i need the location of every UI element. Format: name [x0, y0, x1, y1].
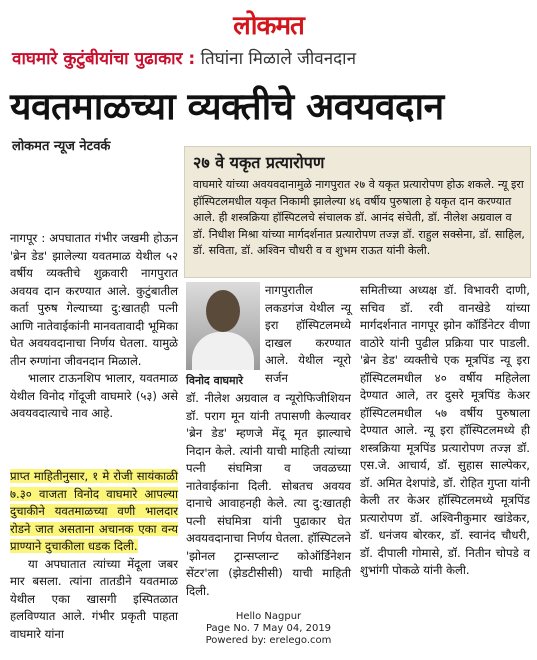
column-1-para-2: भालार टाऊनशिप भालार, यवतमाळ येथील विनोद गोंदूजी वाघमारे (५३) असे अवयवदात्याचे नाव आहे. — [10, 371, 178, 420]
photo-caption: विनोद वाघमारे — [186, 374, 243, 387]
column-3 — [360, 282, 530, 580]
masthead-logo: लोकमत — [233, 11, 304, 41]
sidebar-box — [184, 146, 531, 278]
box-title: २७ वे यकृत प्रत्यारोपण — [193, 153, 325, 172]
column-3-text: समितीच्या अध्यक्ष डॉ. विभावरी दाणी, सचिव डॉ. रवी वानखेडे यांच्या मार्गदर्शनात नागपूर झोन कॉर्डिनेटर वीणा वाठोरे यांनी पुढील प्रक्रिया पार पाडली. 'ब्रेन डेड' व्यक्तीचे एक मूत्रपिंड न्यू इरा हॉस्पिटलमधील ४० वर्षीय महिलेला देण्यात आले, तर दुसरे मूत्रपिंड केअर हॉस्पिटलमधील ५७ वर्षीय पुरुषाला देण्यात आले. न्यू इरा हॉस्पिटलमध्ये ही शस्त्रक्रिया मूत्रपिंड प्रत्यारोपण तज्ज्ञ डॉ. एस.जे. आचार्य, डॉ. सुहास साल्पेकर, डॉ. अमित देशपांडे, डॉ. रोहित गुप्ता यांनी केली तर केअर हॉस्पिटलमध्ये मूत्रपिंड प्रत्यारोपण डॉ. अश्विनीकुमार खांडेकर, डॉ. धनंजय बोरकर, डॉ. स्वानंद चौधरी, डॉ. दीपाली गोमासे, डॉ. नितीन चोपडे व शुभांगी पोकळे यांनी केली. — [360, 283, 530, 577]
column-1-intro-text: नागपूर : अपघातात गंभीर जखमी होऊन 'ब्रेन डेड' झालेल्या यवतमाळ येथील ५२ वर्षीय व्यक्तीचे शुक्रवारी नागपुरात अवयव दान करण्यात आले. कुटुंबातील कर्ता पुरुष गेल्याच्या दु:खातही पत्नी आणि नातेवाईकांनी मानवतावादी भूमिका घेत अवयवदानाचा निर्णय घेतला. यामुळे तीन रुग्णांना जीवनदान मिळाले. — [10, 231, 178, 368]
page-footer — [0, 611, 537, 647]
kicker-rest: तिघांना मिळाले जीवनदान — [195, 49, 356, 69]
headline: यवतमाळच्या व्यक्तीचे अवयवदान — [10, 85, 444, 128]
kicker-red: वाघमारे कुटुंबीयांचा पुढाकार : — [12, 49, 196, 69]
column-1 — [10, 148, 178, 423]
highlight-text: प्राप्त माहितीनुसार, १ मे रोजी सायंकाळी ७.३० वाजता विनोद वाघमारे आपल्या दुचाकीने यवतमाळच्या वणी भालदार रोडने जात असताना अचानक एका वन्य प्राण्याने दुचाकीला धडक दिली. — [10, 469, 178, 553]
column-2-top — [265, 282, 351, 387]
column-2-continuation: डॉ. नीलेश अग्रवाल व न्यूरोफिजीशियन डॉ. पराग मून यांनी तपासणी केल्यावर 'ब्रेन डेड' म्हणजे मेंदू मृत झाल्याचे निदान केले. त्यांनी याची माहिती त्यांच्या पत्नी संघमित्रा व जवळच्या नातेवाईकांना दिली. सोबतच अवयव दानाचे आवाहनही केले. त्या दु:खातही पत्नी संघमित्रा यांनी पुढाकार घेत अवयवदानाचा निर्णय घेतला. हॉस्पिटलने 'झोनल ट्रान्सप्लान्ट कोऑर्डिनेशन सेंटर'ला (झेडटीसीसी) याची माहिती दिली. — [186, 391, 351, 598]
footer-page-date: Page No. 7 May 04, 2019 — [205, 623, 332, 634]
portrait-head — [206, 290, 240, 332]
footer-edition: Hello Nagpur — [235, 611, 302, 622]
portrait-photo — [186, 282, 260, 370]
column-2-lower — [186, 390, 351, 600]
kicker — [12, 48, 356, 70]
portrait-body — [192, 332, 254, 370]
column-1-para-4: या अपघातात त्यांच्या मेंदूला जबर मार बसला. त्यांना तातडीने यवतमाळ येथील एका खासगी इस्पितळात हलविण्यात आले. गंभीर प्रकृती पाहता वाघमारे यांना — [10, 556, 178, 641]
column-2-text: नागपुरातील लकडगंज येथील न्यू इरा हॉस्पिटलमध्ये दाखल करण्यात आले. येथील न्यूरो सर्जन — [265, 283, 351, 385]
box-body: वाघमारे यांच्या अवयवदानामुळे नागपुरात २७ वे यकृत प्रत्यारोपण होऊ शकले. न्यू इरा हॉस्पिटलमधील यकृत निकामी झालेल्या ४६ वर्षीय पुरुषाला हे यकृत दान करण्यात आले. ही शस्त्रक्रिया हॉस्पिटलचे संचालक डॉ. आनंद संचेती, डॉ. नीलेश अग्रवाल व डॉ. निधीश मिश्रा यांच्या मार्गदर्शनात प्रत्यारोपण तज्ज्ञ डॉ. राहुल सक्सेना, डॉ. साहिल, डॉ. सविता, डॉ. अश्विन चौधरी व व शुभम राऊत यांनी केली. — [193, 178, 525, 257]
highlighted-paragraph — [10, 468, 178, 556]
byline: लोकमत न्यूज नेटवर्क — [12, 139, 111, 154]
footer-powered-by: Powered by: erelego.com — [205, 635, 332, 646]
